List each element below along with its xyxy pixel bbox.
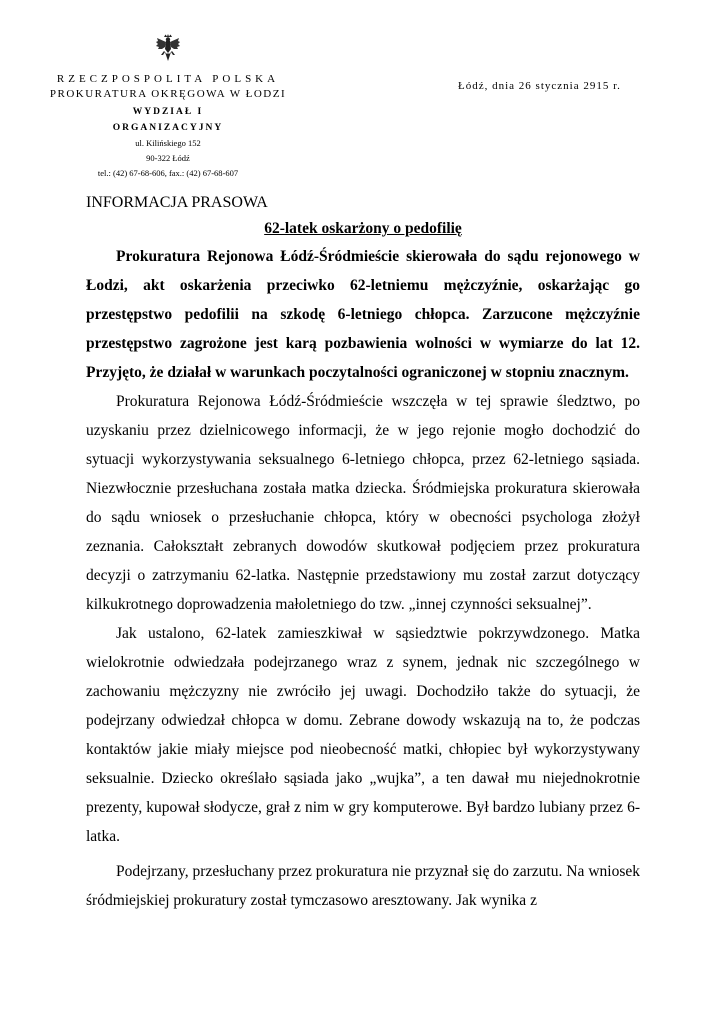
document-date: Łódź, dnia 26 stycznia 2915 r. xyxy=(458,80,621,92)
letterhead-phone: tel.: (42) 67-68-606, fax.: (42) 67-68-607 xyxy=(97,168,239,178)
lead-paragraph: Prokuratura Rejonowa Łódź-Śródmieście skierowała do sądu rejonowego w Łodzi, akt oskarżenia przeciwko 62-letniemu mężczyźnie, oskarżając go przestępstwo pedofilii na szkodę 6-letniego chłopca. Zarzucone mężczyźnie przestępstwo zagrożone jest karą pozbawienia wolności w wymiarze do lat 12. Przyjęto, że działał w warunkach poczytalności ograniczonej w stopniu znacznym. xyxy=(86,248,640,381)
body-paragraph-1: Prokuratura Rejonowa Łódź-Śródmieście wszczęła w tej sprawie śledztwo, po uzyskaniu przez dzielnicowego informacji, że w jego rejonie mogło dochodzić do sytuacji wykorzystywania seksualnego 6-letniego chłopca, przez 62-letniego sąsiada. Niezwłocznie przesłuchana została matka dziecka. Śródmiejska prokuratura skierowała do sądu wniosek o przesłuchanie chłopca, który w obecności psychologa złożył zeznania. Całokształt zebranych dowodów skutkował podjęciem przez prokuratura decyzji o zatrzymaniu 62-latka. Następnie przedstawiony mu został zarzut dotyczący kilkukrotnego doprowadzenia małoletniego do tzw. „innej czynności seksualnej”. xyxy=(86,393,640,613)
polish-eagle-icon xyxy=(155,34,181,64)
document-body xyxy=(86,192,640,915)
letterhead-office: PROKURATURA OKRĘGOWA W ŁODZI xyxy=(49,88,287,100)
letterhead-postal: 90-322 Łódź xyxy=(146,153,190,163)
body-paragraph-3: Podejrzany, przesłuchany przez prokuratura nie przyznał się do zarzutu. Na wniosek śródmiejskiej prokuratury został tymczasowo aresztowany. Jak wynika z xyxy=(86,863,640,909)
body-paragraph-2: Jak ustalono, 62-latek zamieszkiwał w sąsiedztwie pokrzywdzonego. Matka wielokrotnie odwiedzała podejrzanego wraz z synem, jednak nic szczególnego w zachowaniu mężczyzny nie zwróciło jej uwagi. Dochodziło także do sytuacji, że podejrzany odwiedzał chłopca w domu. Zebrane dowody wskazują na to, że podczas kontaktów jakie miały miejsce pod nieobecność matki, chłopiec był wykorzystywany seksualnie. Dziecko określało sąsiada jako „wujka”, a ten dawał mu niejednokrotnie prezenty, kupował słodycze, grał z nim w gry komputerowe. Był bardzo lubiany przez 6-latka. xyxy=(86,625,640,845)
document-label: INFORMACJA PRASOWA xyxy=(86,194,268,211)
document-headline: 62-latek oskarżony o pedofilię xyxy=(264,220,462,237)
letterhead-country: RZECZPOSPOLITA POLSKA xyxy=(56,73,280,85)
letterhead-department-2: ORGANIZACYJNY xyxy=(112,123,224,133)
letterhead-department-1: WYDZIAŁ I xyxy=(132,107,204,117)
letterhead-street: ul. Kilińskiego 152 xyxy=(135,138,201,148)
letterhead xyxy=(46,34,290,181)
